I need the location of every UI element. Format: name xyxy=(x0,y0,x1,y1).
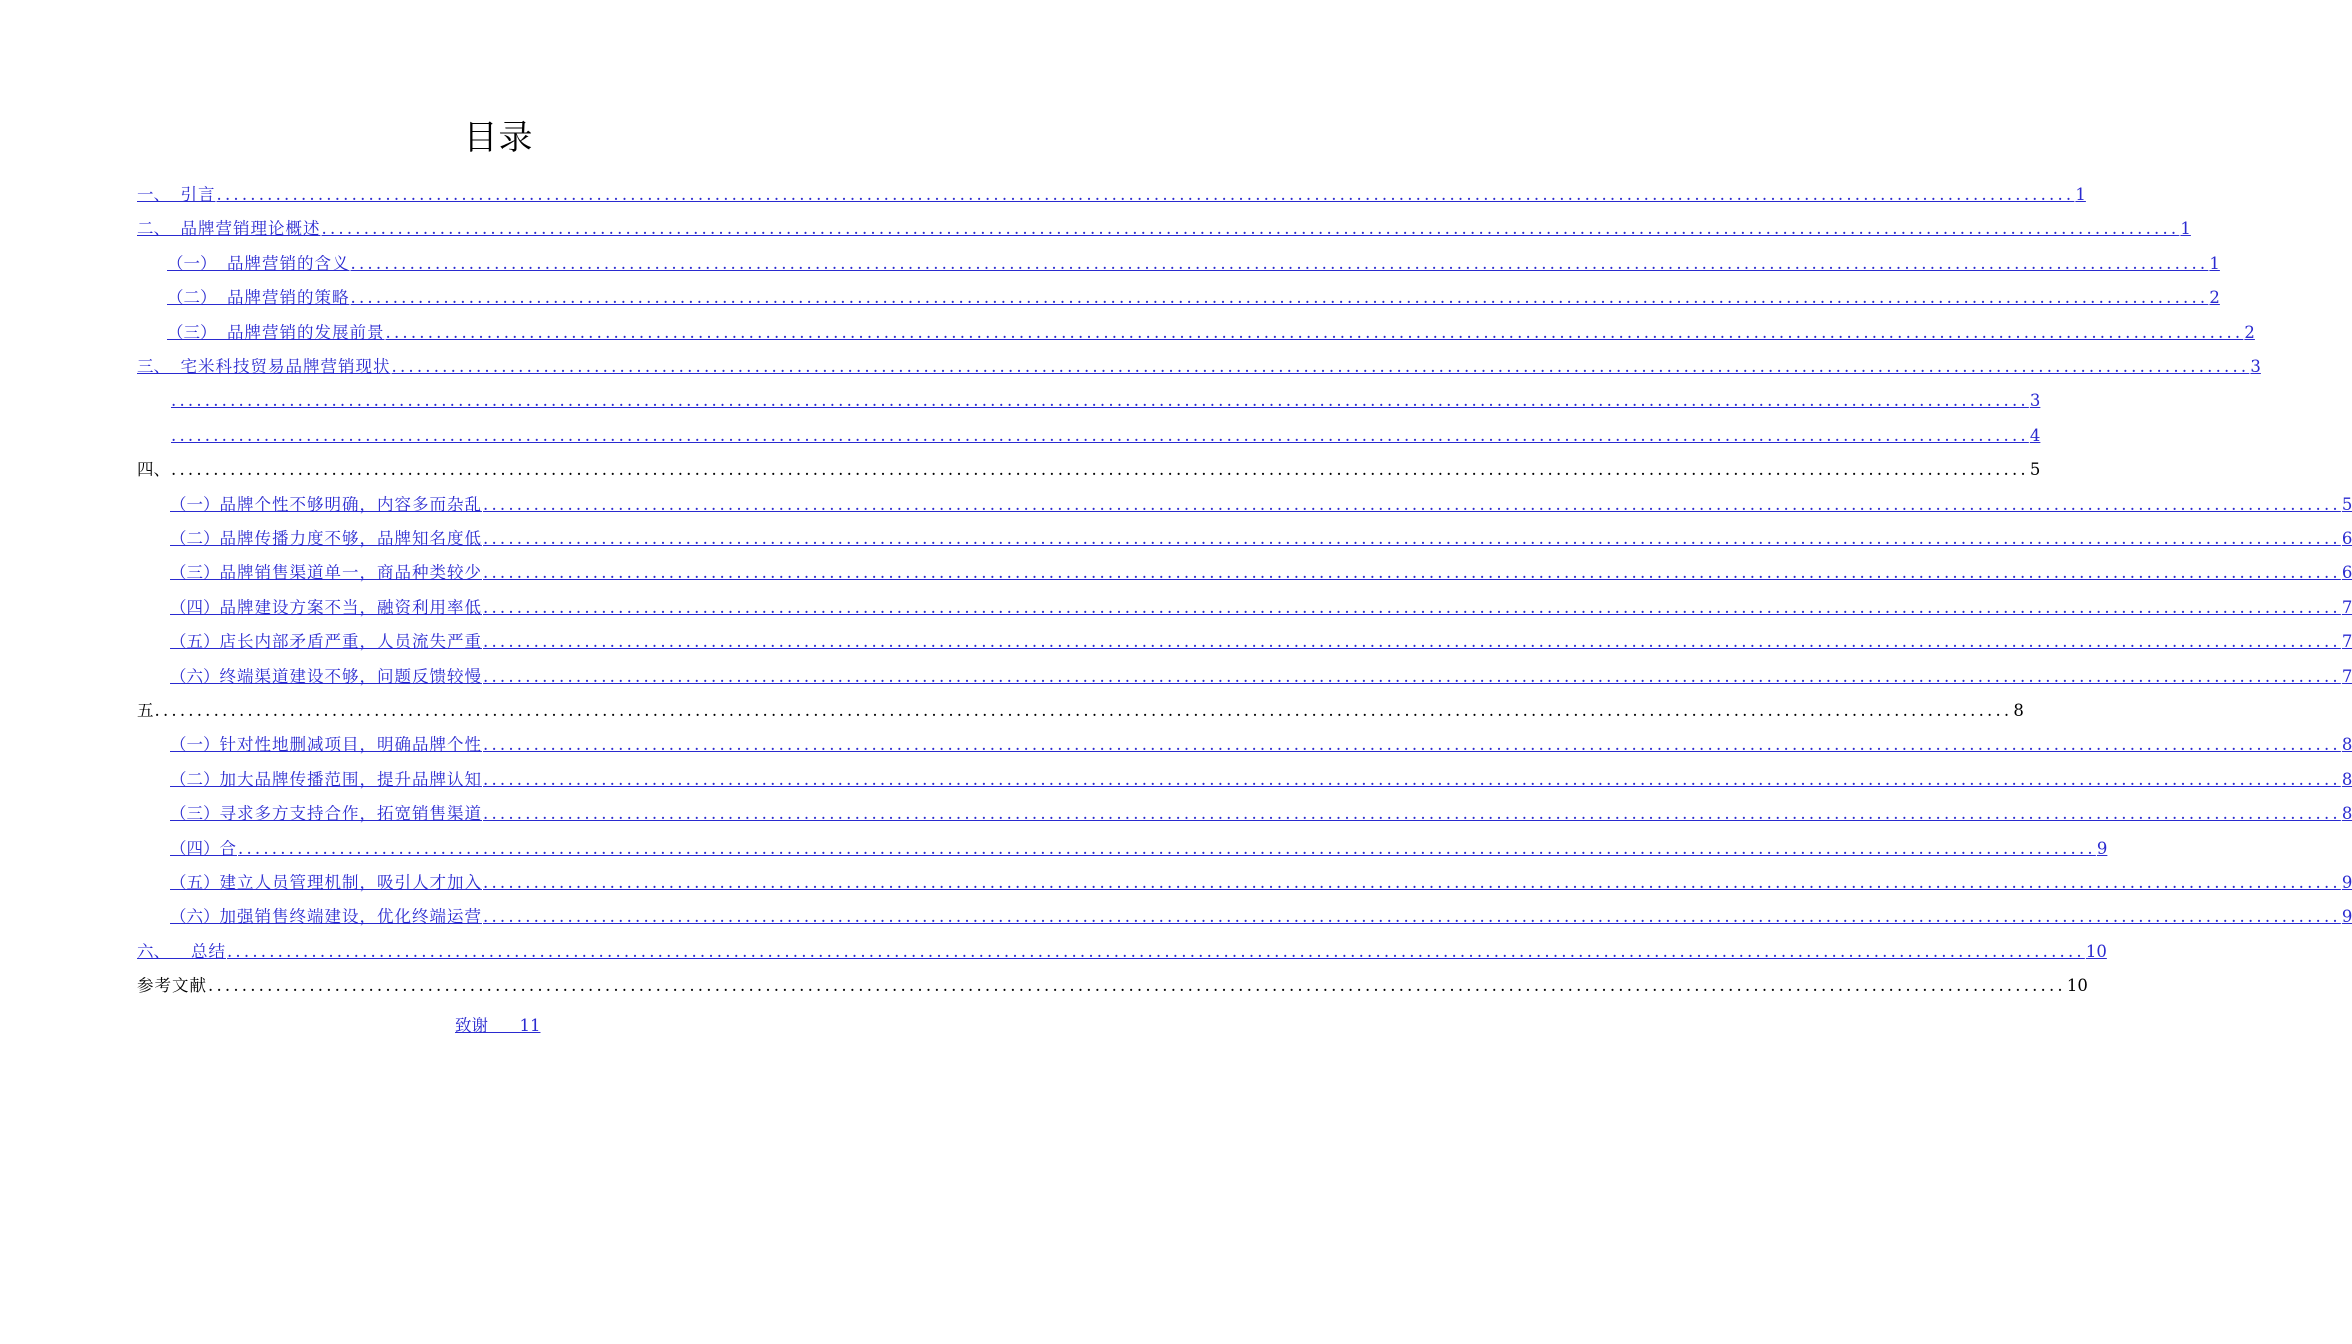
toc-entry[interactable] xyxy=(170,627,2352,653)
toc-entry-label xyxy=(170,838,237,860)
toc-entry-number: （一） xyxy=(170,735,220,755)
toc-entry[interactable] xyxy=(137,180,2086,206)
toc-entry-label xyxy=(137,459,170,481)
toc-entry-number: （三） xyxy=(167,322,227,342)
toc-entry-page: 3 xyxy=(2250,357,2261,376)
toc-entry-label xyxy=(170,528,482,550)
toc-entry-text: 寻求多方支持合作，拓宽销售渠道 xyxy=(219,804,482,824)
toc-entry-number: （五） xyxy=(170,873,220,892)
toc-entry-text: 针对性地删减项目，明确品牌个性 xyxy=(219,735,482,755)
toc-entry-page: 7 xyxy=(2341,632,2352,652)
toc-entry-leader-dots: ............................................................................................................................................................................................................................ xyxy=(350,253,2209,273)
toc-entry-page: 2 xyxy=(2209,288,2220,308)
toc-entry-label xyxy=(170,906,482,928)
toc-entry-number: 六、 xyxy=(137,941,191,961)
toc-entry-text: 致谢 xyxy=(455,1016,488,1035)
toc-entry[interactable] xyxy=(137,352,2261,378)
toc-entry-label xyxy=(170,872,482,894)
toc-entry-leader-dots: ............................................................................................................................................................................................................................ xyxy=(483,735,2341,755)
toc-entry-text: 建立人员管理机制，吸引人才加入 xyxy=(219,873,482,892)
toc-entry-leader-dots: ............................................................................................................................................................................................................................ xyxy=(154,701,2013,720)
toc-entry[interactable] xyxy=(167,249,2220,275)
toc-entry-text: 加强销售终端建设，优化终端运营 xyxy=(219,907,482,927)
toc-entry[interactable] xyxy=(167,283,2220,309)
toc-entry-text: 品牌营销的发展前景 xyxy=(227,322,385,342)
toc-entry-label xyxy=(170,803,482,825)
toc-entry-text: 品牌建设方案不当，融资利用率低 xyxy=(219,597,482,617)
toc-entry-text: 引言 xyxy=(180,185,216,204)
toc-entry-number: （五） xyxy=(170,632,220,652)
toc-entry-page: 3 xyxy=(2029,391,2041,411)
toc-entry-page: 9 xyxy=(2341,907,2352,927)
toc-entry[interactable] xyxy=(170,558,2352,584)
toc-entry-label xyxy=(167,322,385,344)
toc-entry[interactable] xyxy=(170,421,2041,447)
toc-entry-number: 一、 xyxy=(137,185,181,204)
toc-entry-number: （二） xyxy=(170,769,220,789)
toc-entry-page: 8 xyxy=(2341,804,2352,824)
toc-entry-leader-dots: ............................................................................................................................................................................................................................ xyxy=(483,529,2341,548)
toc-entry[interactable] xyxy=(170,834,2108,860)
toc-entry-text: 总结 xyxy=(190,941,226,961)
toc-entry-leader-dots: ............................................................................................................................................................................................................................ xyxy=(321,219,2180,239)
toc-entry-leader-dots: ............................................................................................................................................................................................................................ xyxy=(483,494,2341,514)
toc-entry-leader-dots: ............................................................................................................................................................................................................................ xyxy=(171,460,2029,480)
toc-entry-page: 10 xyxy=(2085,941,2107,961)
toc-entry-label xyxy=(170,562,482,584)
toc-entry xyxy=(137,455,2041,481)
toc-entry-leader-dots: ............................................................................................................................................................................................................................ xyxy=(483,804,2341,824)
toc-entry-text: 店长内部矛盾严重，人员流失严重 xyxy=(219,632,482,652)
toc-entry-acknowledgement[interactable] xyxy=(455,1012,540,1036)
toc-entry-label xyxy=(137,700,154,722)
toc-entry-leader-dots: ............................................................................................................................................................................................................................ xyxy=(483,597,2341,617)
toc-entry-leader-dots: ............................................................................................................................................................................................................................ xyxy=(171,391,2029,411)
toc-entry-text: 品牌营销的策略 xyxy=(227,288,350,308)
toc-entry-leader-dots: ............................................................................................................................................................................................................................ xyxy=(226,941,2085,961)
toc-entry-page: 8 xyxy=(2341,769,2352,789)
toc-entry-text: 品牌传播力度不够，品牌知名度低 xyxy=(219,529,482,548)
toc-entry-page: 8 xyxy=(2341,735,2352,755)
toc-title: 目录 xyxy=(463,118,534,158)
toc-entry-leader-dots: ............................................................................................................................................................................................................................ xyxy=(483,907,2341,927)
toc-entry xyxy=(137,971,2088,997)
toc-entry-leader-dots: ............................................................................................................................................................................................................................ xyxy=(483,769,2341,789)
toc-entry-number: （四） xyxy=(170,597,220,617)
toc-entry[interactable] xyxy=(167,318,2255,344)
toc-entry-leader-dots: ............................................................................................................................................................................................................................ xyxy=(483,563,2341,583)
toc-entry-page: 1 xyxy=(2209,253,2220,273)
toc-entry[interactable] xyxy=(170,524,2352,550)
toc-entry-leader-dots: ............................................................................................................................................................................................................................ xyxy=(483,632,2341,652)
toc-entry-page: 1 xyxy=(2075,185,2086,204)
toc-entry-text: 品牌营销的含义 xyxy=(227,253,350,273)
toc-entry[interactable] xyxy=(170,730,2352,756)
toc-entry-leader-dots: ............................................................................................................................................................................................................................ xyxy=(385,322,2244,342)
toc-entry-number: 三、 xyxy=(137,357,181,376)
toc-entry-page: 7 xyxy=(2341,597,2352,617)
toc-entry-label xyxy=(137,218,321,240)
toc-entry[interactable] xyxy=(137,214,2191,240)
toc-entry-number: 四、 xyxy=(137,460,170,480)
toc-entry-label xyxy=(137,184,216,206)
toc-entry-text: 参考文献 xyxy=(137,976,207,996)
toc-entry-number: 二、 xyxy=(137,219,181,239)
toc-entry-text: 品牌营销理论概述 xyxy=(180,219,321,239)
toc-entry-number: （三） xyxy=(170,563,220,583)
toc-entry xyxy=(137,696,2024,722)
toc-entry-text: 品牌销售渠道单一，商品种类较少 xyxy=(219,563,482,583)
toc-entry-leader-dots: ............................................................................................................................................................................................................................ xyxy=(171,425,2029,445)
toc-entry-page: 11 xyxy=(519,1016,541,1035)
toc-entry-page: 9 xyxy=(2341,873,2352,892)
toc-entry-number: （一） xyxy=(170,494,220,514)
toc-entry-page: 5 xyxy=(2029,460,2041,480)
toc-entry[interactable] xyxy=(170,490,2352,516)
toc-entry-text: 合 xyxy=(219,838,237,858)
toc-entry[interactable] xyxy=(170,765,2352,791)
toc-entry-label xyxy=(170,769,482,791)
toc-entry-number: （六） xyxy=(170,666,220,686)
toc-entry[interactable] xyxy=(170,868,2352,894)
toc-entry-page: 2 xyxy=(2244,322,2255,342)
toc-entry[interactable] xyxy=(170,902,2352,928)
toc-entry-text: 加大品牌传播范围，提升品牌认知 xyxy=(219,769,482,789)
toc-entry-number: （四） xyxy=(170,838,220,858)
toc-entry-page: 4 xyxy=(2029,425,2041,445)
toc-entry-page: 5 xyxy=(2341,494,2352,514)
toc-entry-label xyxy=(170,494,482,516)
toc-entry-label xyxy=(137,941,226,963)
toc-entry-label xyxy=(167,253,350,275)
toc-entry-leader-dots: ............................................................................................................................................................................................................................ xyxy=(391,357,2250,376)
toc-entry-number: （二） xyxy=(167,288,227,308)
toc-entry-number: 五 xyxy=(137,701,154,720)
toc-entry-number: （三） xyxy=(170,804,220,824)
toc-entry-page: 6 xyxy=(2341,529,2352,548)
toc-entry-number: （二） xyxy=(170,529,220,548)
toc-entry-page: 9 xyxy=(2096,838,2108,858)
toc-entry[interactable] xyxy=(170,662,2352,688)
toc-entry-label xyxy=(170,631,482,653)
toc-entry[interactable] xyxy=(170,386,2041,412)
toc-entry-leader-dots: ............................................................................................................................................................................................................................ xyxy=(208,976,2066,996)
toc-entry-page: 8 xyxy=(2013,701,2024,720)
toc-entry[interactable] xyxy=(170,593,2352,619)
toc-entry-leader-dots: ............................................................................................................................................................................................................................ xyxy=(350,288,2209,308)
toc-entry-leader-dots: ............................................................................................................................................................................................................................ xyxy=(238,838,2096,858)
toc-entry-text: 品牌个性不够明确，内容多而杂乱 xyxy=(219,494,482,514)
toc-entry-leader-dots: ............................................................................................................................................................................................................................ xyxy=(216,185,2075,204)
toc-entry[interactable] xyxy=(137,937,2107,963)
toc-entry-number: （一） xyxy=(167,253,227,273)
toc-entry-text: 宅米科技贸易品牌营销现状 xyxy=(180,357,391,376)
toc-entry-page: 7 xyxy=(2341,666,2352,686)
toc-entry-label xyxy=(170,734,482,756)
toc-entry-leader-dots: ............................................................................................................................................................................................................................ xyxy=(483,873,2341,892)
toc-entry-label xyxy=(137,975,207,997)
toc-entry-text: 终端渠道建设不够，问题反馈较慢 xyxy=(219,666,482,686)
toc-entry-page: 10 xyxy=(2066,976,2088,996)
toc-entry-label xyxy=(167,287,350,309)
toc-entry-label xyxy=(170,597,482,619)
toc-entry-number: （六） xyxy=(170,907,220,927)
toc-entry-page: 1 xyxy=(2180,219,2191,239)
toc-entry-leader-dots: ............................................................................................................................................................................................................................ xyxy=(483,666,2341,686)
toc-entry-label xyxy=(137,356,391,378)
toc-entry-label xyxy=(170,666,482,688)
toc-entry-page: 6 xyxy=(2341,563,2352,583)
toc-entry[interactable] xyxy=(170,799,2352,825)
